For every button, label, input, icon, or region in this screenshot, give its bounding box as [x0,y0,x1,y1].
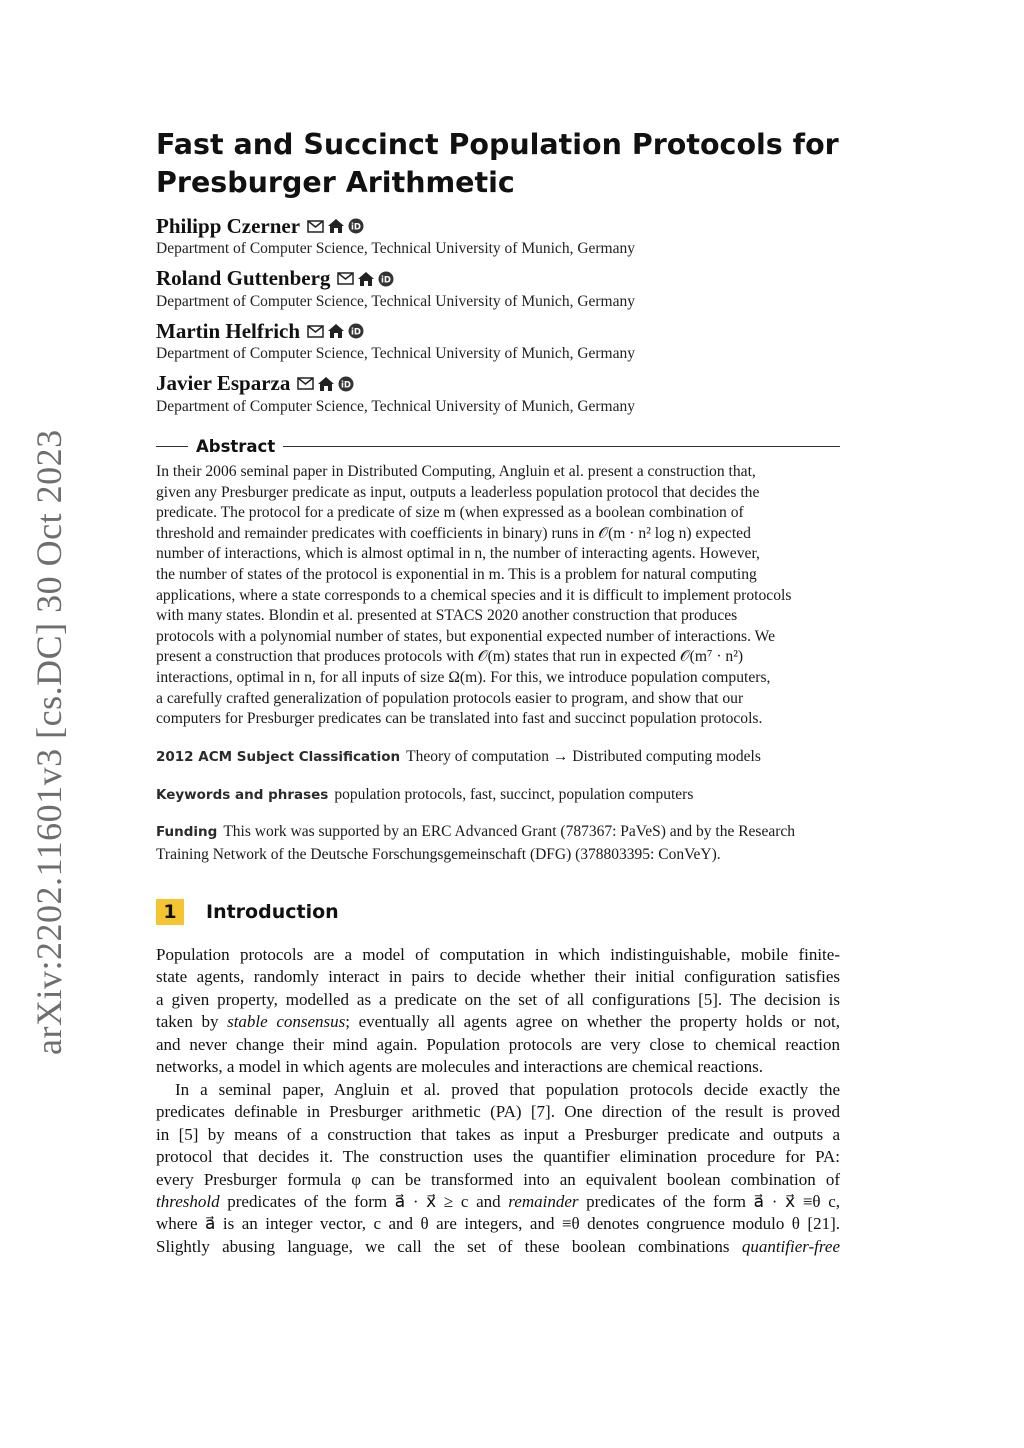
author-affiliation: Department of Computer Science, Technical University of Munich, Germany [156,397,635,415]
abstract-line: protocols with a polynomial number of states, but exponential expected number of interactions. We [156,627,776,645]
intro-line: a given property, modelled as a predicate on the set of all configurations [5]. The decision is [156,989,840,1009]
emphasis: stable consensus [227,1012,346,1032]
section-title: Introduction [206,901,339,923]
abstract-line: with many states. Blondin et al. presented at STACS 2020 another construction that produces [156,607,738,625]
abstract-line: present a construction that produces protocols with 𝒪(m) states that run in expected 𝒪(m⁷ · n²) [156,648,744,666]
svg-text:iD: iD [341,380,352,390]
intro-line: state agents, randomly interact in pairs to decide whether their initial configuration satisfies [156,967,840,987]
abstract-rule-left [156,446,188,447]
intro-line: where a⃗ is an integer vector, c and θ are integers, and ≡θ denotes congruence modulo θ [21]. [156,1214,840,1234]
section-heading [156,898,339,926]
intro-paragraph-2 [156,1079,840,1258]
envelope-icon[interactable] [307,325,324,338]
abstract-line: given any Presburger predicate as input, outputs a leaderless population protocol that decides the [156,483,760,501]
svg-text:iD: iD [351,222,362,233]
author-block [156,266,840,319]
intro-line: every Presburger formula φ can be transformed into an equivalent boolean combination of [156,1169,840,1189]
author-name: Philipp Czerner [156,213,301,238]
paper-title [156,126,840,202]
intro-line: taken by stable consensus; eventually all agents agree on whether the property holds or not, [156,1012,840,1032]
abstract-line: interactions, optimal in n, for all inputs of size Ω(m). For this, we introduce population computers, [156,668,771,686]
abstract-line: threshold and remainder predicates with coefficients in binary) runs in 𝒪(m · n² log n) expected [156,524,751,542]
abstract-heading [156,435,840,457]
intro-line: In a seminal paper, Angluin et al. proved that population protocols decide exactly the [175,1080,840,1099]
orcid-icon[interactable] [338,376,354,392]
author-affiliation: Department of Computer Science, Technical University of Munich, Germany [156,345,635,362]
emphasis: remainder [508,1191,579,1211]
intro-line: predicates definable in Presburger arithmetic (PA) [7]. One direction of the result is proved [156,1102,840,1122]
home-icon[interactable] [327,218,345,234]
author-name: Javier Esparza [156,371,291,395]
svg-text:iD: iD [351,327,362,338]
abstract-label: Abstract [196,436,276,456]
home-icon[interactable] [327,323,345,339]
author-affiliation: Department of Computer Science, Technical University of Munich, Germany [156,240,635,257]
intro-line: and never change their mind again. Population protocols are very close to chemical reaction [156,1034,840,1054]
acm-label: 2012 ACM Subject Classification [156,749,401,765]
intro-paragraph-1 [156,944,840,1078]
author-block [156,371,840,424]
funding-label: Funding [156,824,218,840]
intro-line: networks, a model in which agents are molecules and interactions are chemical reactions. [156,1056,764,1076]
abstract-line: predicate. The protocol for a predicate of size m (when expressed as a boolean combination of [156,504,744,522]
abstract-line: computers for Presburger predicates can be translated into fast and succinct population protocols. [156,710,763,728]
intro-line: threshold predicates of the form a⃗ · x⃗ ≥ c and remainder predicates of the form a⃗ · x⃗ ≡θ c, [156,1191,840,1211]
emphasis: quantifier-free [741,1236,840,1256]
keywords-label: Keywords and phrases [156,787,329,803]
abstract-line: In their 2006 seminal paper in Distributed Computing, Angluin et al. present a construction that, [156,463,756,480]
intro-line: in [5] by means of a construction that takes as input a Presburger predicate and outputs a [156,1124,840,1144]
abstract-line: the number of states of the protocol is exponential in m. This is a problem for natural computing [156,565,757,583]
intro-line: Slightly abusing language, we call the set of these boolean combinations quantifier-free [156,1236,840,1256]
abstract-text [156,462,840,730]
keywords-text: population protocols, fast, succinct, population computers [334,786,694,803]
orcid-icon[interactable] [378,271,394,287]
home-icon[interactable] [317,376,335,392]
envelope-icon[interactable] [337,272,354,285]
emphasis: threshold [156,1191,220,1211]
envelope-icon[interactable] [307,220,324,233]
keywords [156,784,840,807]
envelope-icon[interactable] [297,377,314,390]
acm-classification [156,746,840,769]
abstract-line: a carefully crafted generalization of population protocols easier to program, and show that our [156,689,744,707]
svg-text:iD: iD [381,275,392,285]
author-block [156,318,840,371]
orcid-icon[interactable] [348,218,364,234]
title-line-2: Presburger Arithmetic [156,166,515,199]
abstract-line: applications, where a state corresponds to a chemical species and it is difficult to implement protocols [156,586,792,604]
abstract-rule-right [283,446,840,447]
intro-line: Population protocols are a model of computation in which indistinguishable, mobile finite- [156,945,840,964]
title-line-1: Fast and Succinct Population Protocols for [156,128,839,161]
section-number: 1 [156,899,184,925]
author-affiliation: Department of Computer Science, Technical University of Munich, Germany [156,292,635,310]
arxiv-identifier-stamp: arXiv:2202.11601v3 [cs.DC] 30 Oct 2023 [29,429,69,1055]
funding-line-2: Training Network of the Deutsche Forschungsgemeinschaft (DFG) (378803395: ConVeY). [156,845,721,863]
author-list [156,213,840,423]
author-block [156,213,840,266]
funding [156,821,840,865]
intro-line: protocol that decides it. The construction uses the quantifier elimination procedure for PA: [156,1147,840,1167]
acm-text: Theory of computation → Distributed computing models [406,748,761,765]
author-name: Martin Helfrich [156,318,301,343]
abstract-line: number of interactions, which is almost optimal in n, the number of interacting agents. However, [156,545,760,563]
funding-line-1: This work was supported by an ERC Advanced Grant (787367: PaVeS) and by the Research [223,823,796,840]
orcid-icon[interactable] [348,323,364,339]
author-name: Roland Guttenberg [156,266,331,290]
home-icon[interactable] [357,271,375,287]
